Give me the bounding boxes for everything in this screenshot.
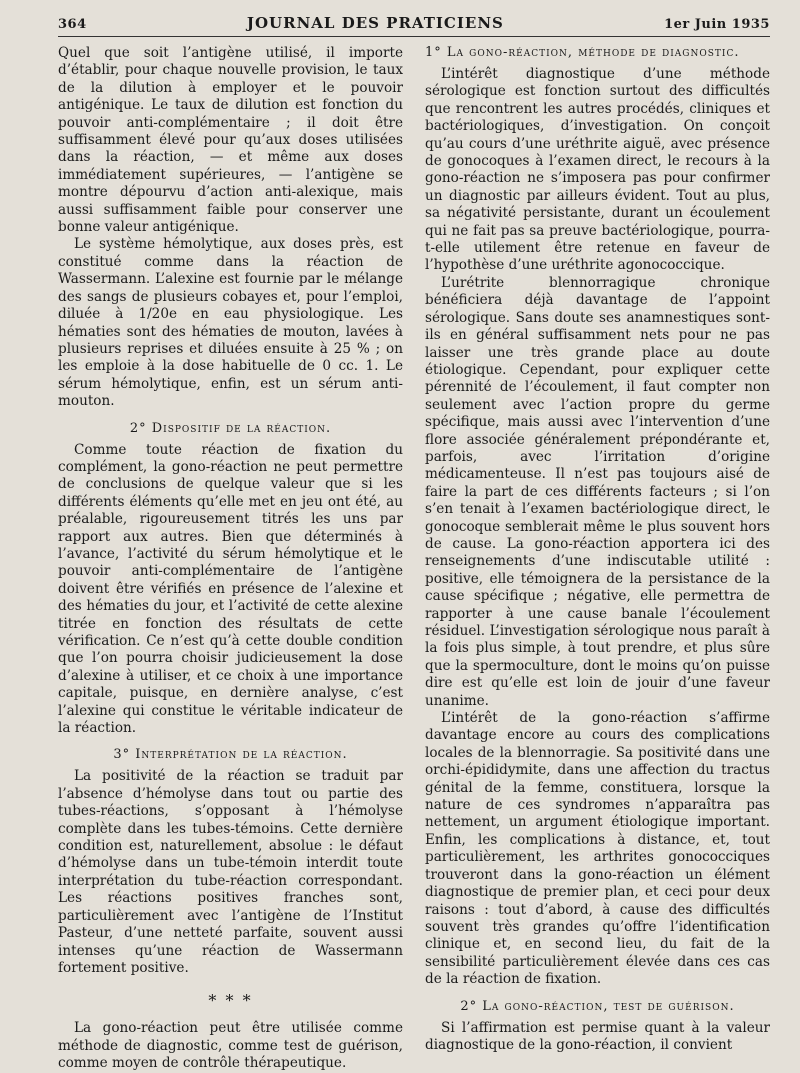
section-heading: 1° La gono-réaction, méthode de diagnostic. [425,45,740,60]
page-number: 364 [58,17,87,32]
paragraph: La positivité de la réaction se traduit par l’absence d’hémolyse dans tout ou partie des tubes-réactions, s’opposant à l’hémolyse complète dans les tubes-témoins. Cette dernière condition est, naturellement, absolue : le défaut d’hémolyse dans un tube-témoin interdit toute interprétation du tube-réaction correspondant. Les réactions positives franches sont, particulièrement avec l’antigène de l’Institut Pasteur, d’une netteté parfaite, souvent aussi intenses qu’une réaction de Wassermann fortement positive. [58,768,403,976]
paragraph: Si l’affirmation est permise quant à la valeur diagnostique de la gono-réaction, il convient [425,1019,770,1053]
paragraph: Le système hémolytique, aux doses près, est constitué comme dans la réaction de Wassermann. L’alexine est fournie par le mélange des sangs de plusieurs cobayes et, pour l’emploi, diluée à 1/20e en eau physiologique. Les hématies sont des hématies de mouton, lavées à plusieurs reprises et diluées ensuite à 25 % ; on les emploie à la dose habituelle de 0 cc. 1. Le sérum hémolytique, enfin, est un sérum anti-mouton. [58,236,403,410]
paragraph: La gono-réaction peut être utilisée comme méthode de diagnostic, comme test de guérison, comme moyen de contrôle thérapeutique. [58,1020,403,1072]
section-separator: * * * [208,991,253,1011]
section-heading: 3° Interprétation de la réaction. [113,747,348,763]
section-heading: 2° La gono-réaction, test de guérison. [460,998,735,1014]
paragraph: Quel que soit l’antigène utilisé, il importe d’établir, pour chaque nouvelle provision, le taux de la dilution à employer et le pouvoir antigénique. Le taux de dilution est fonction du pouvoir anti-complémentaire ; il doit être suffisamment élevé pour qu’aux doses utilisées dans la réaction, — et même aux doses immédiatement supérieures, — l’antigène se montre dépourvu d’action anti-alexique, mais aussi suffisamment faible pour conserver une bonne valeur antigénique. [58,45,403,236]
right-column [425,45,770,1073]
issue-date: 1er Juin 1935 [664,17,770,32]
paragraph: L’intérêt de la gono-réaction s’affirme davantage encore au cours des complications locales de la blennorragie. Sa positivité dans une orchi-épididymite, dans une affection du tractus génital de la femme, constituera, lorsque la nature de ces syndromes n’apparaîtra pas nettement, un argument étiologique important. Enfin, les complications à distance, et, tout particulièrement, les arthrites gonococciques trouveront dans la gono-réaction un élément diagnostique de premier plan, et ceci pour deux raisons : tout d’abord, à cause des difficultés souvent très grandes qu’offre l’identification clinique et, en second lieu, du fait de la sensibilité particulièrement élevée dans ces cas de la réaction de fixation. [425,710,770,988]
paragraph: L’intérêt diagnostique d’une méthode sérologique est fonction surtout des difficultés que rencontrent les autres procédés, cliniques et bactériologiques, d’investigation. On conçoit qu’au cours d’une uréthrite aiguë, avec présence de gonocoques à l’examen direct, le recours à la gono-réaction ne s’imposera pas pour confirmer un diagnostic par ailleurs évident. Tout au plus, sa négativité persistante, durant un écoulement qui ne fait pas sa preuve bactériologique, pourra-t-elle utilement être retenue en faveur de l’hypothèse d’une uréthrite agonococcique. [425,66,770,274]
section-heading: 2° Dispositif de la réaction. [129,420,332,436]
paragraph: Comme toute réaction de fixation du complément, la gono-réaction ne peut permettre de conclusions de quelque valeur que si les différents éléments qu’elle met en jeu ont été, au préalable, rigoureusement titrés les uns par rapport aux autres. Bien que déterminés à l’avance, l’activité du sérum hémolytique et le pouvoir anti-complémentaire de l’antigène doivent être vérifiés en présence de l’alexine et des hématies du jour, et l’activité de cette alexine titrée en fonction des résultats de cette vérification. Ce n’est qu’à cette double condition que l’on pourra choisir judicieusement la dose d’alexine à utiliser, et ce choix à une importance capitale, puisque, en dernière analyse, c’est l’alexine qui constitue le véritable indicateur de la réaction. [58,441,403,737]
journal-title: JOURNAL DES PRATICIENS [246,14,504,32]
page-header [58,14,770,37]
paragraph: L’urétrite blennorragique chronique bénéficiera déjà davantage de l’appoint sérologique. Sans doute ses anamnestiques sont-ils en général suffisamment nets pour ne pas laisser une très grande place au doute étiologique. Cependant, pour expliquer cette pérennité de l’écoulement, il faut compter non seulement avec l’action propre du germe spécifique, mais aussi avec l’intervention d’une flore associée généralement prépondérante et, parfois, avec l’irritation d’origine médicamenteuse. Il n’est pas toujours aisé de faire la part de ces différents facteurs ; si l’on s’en tenait à l’examen bactériologique direct, le gonocoque semblerait même le plus souvent hors de cause. La gono-réaction apportera ici des renseignements d’une indiscutable utilité : positive, elle témoignera de la persistance de la cause spécifique ; négative, elle permettra de rapporter à une cause banale l’écoulement résiduel. L’investigation sérologique nous paraît à la fois plus simple, à tout prendre, et plus sûre que la spermoculture, dont le moins qu’on puisse dire est qu’elle est loin de jouir d’une faveur unanime. [425,274,770,709]
left-column [58,45,403,1073]
text-columns [58,45,770,1073]
